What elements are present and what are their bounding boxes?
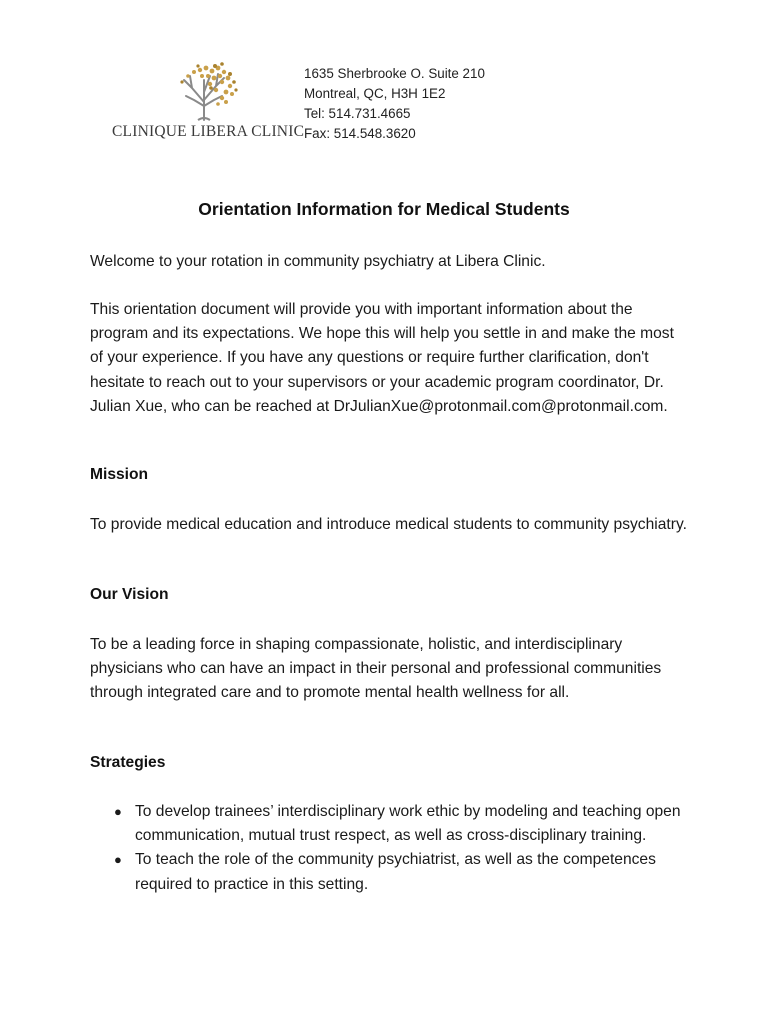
mission-text: To provide medical education and introduce medical students to community psychiatry.	[90, 516, 687, 533]
welcome-paragraph: Welcome to your rotation in community psychiatry at Libera Clinic.	[90, 253, 546, 270]
address-city: Montreal, QC, H3H 1E2	[304, 86, 446, 101]
intro-paragraph: This orientation document will provide you with important information about the program and its expectations. We hope this will help you settle in and make the most of your experience. If you have any questions or require further clarification, don't hesitate to reach out to your supervisors or your academic program coordinator, Dr. Julian Xue, who can be reached at DrJulianXue@protonmail.com@protonmail.com.	[90, 301, 674, 415]
tree-logo-icon	[164, 62, 244, 122]
clinic-logo	[112, 62, 305, 148]
clinic-name-logotype: CLINIQUE LIBERA CLINIC	[112, 123, 305, 140]
letterhead	[112, 62, 532, 152]
mission-heading: Mission	[90, 466, 149, 483]
strategy-item	[90, 848, 690, 896]
strategy-item-text: To develop trainees’ interdisciplinary work ethic by modeling and teaching open communication, mutual trust respect, as well as cross-disciplinary training.	[135, 803, 681, 845]
strategies-list	[90, 800, 690, 897]
clinic-telephone: Tel: 514.731.4665	[304, 106, 411, 121]
vision-text: To be a leading force in shaping compassionate, holistic, and interdisciplinary physicians who can have an impact in their personal and professional communities through integrated care and to promote mental health wellness for all.	[90, 636, 662, 702]
clinic-address-block	[304, 64, 485, 144]
document-title: Orientation Information for Medical Students	[198, 199, 570, 219]
bullet-icon: ●	[114, 852, 122, 868]
strategy-item-text: To teach the role of the community psychiatrist, as well as the competences required to practice in this setting.	[135, 851, 656, 893]
bullet-icon: ●	[114, 804, 122, 819]
vision-heading: Our Vision	[90, 586, 169, 603]
strategies-heading: Strategies	[90, 754, 166, 771]
clinic-fax: Fax: 514.548.3620	[304, 126, 416, 141]
address-street: 1635 Sherbrooke O. Suite 210	[304, 66, 485, 81]
strategy-item	[90, 800, 690, 848]
